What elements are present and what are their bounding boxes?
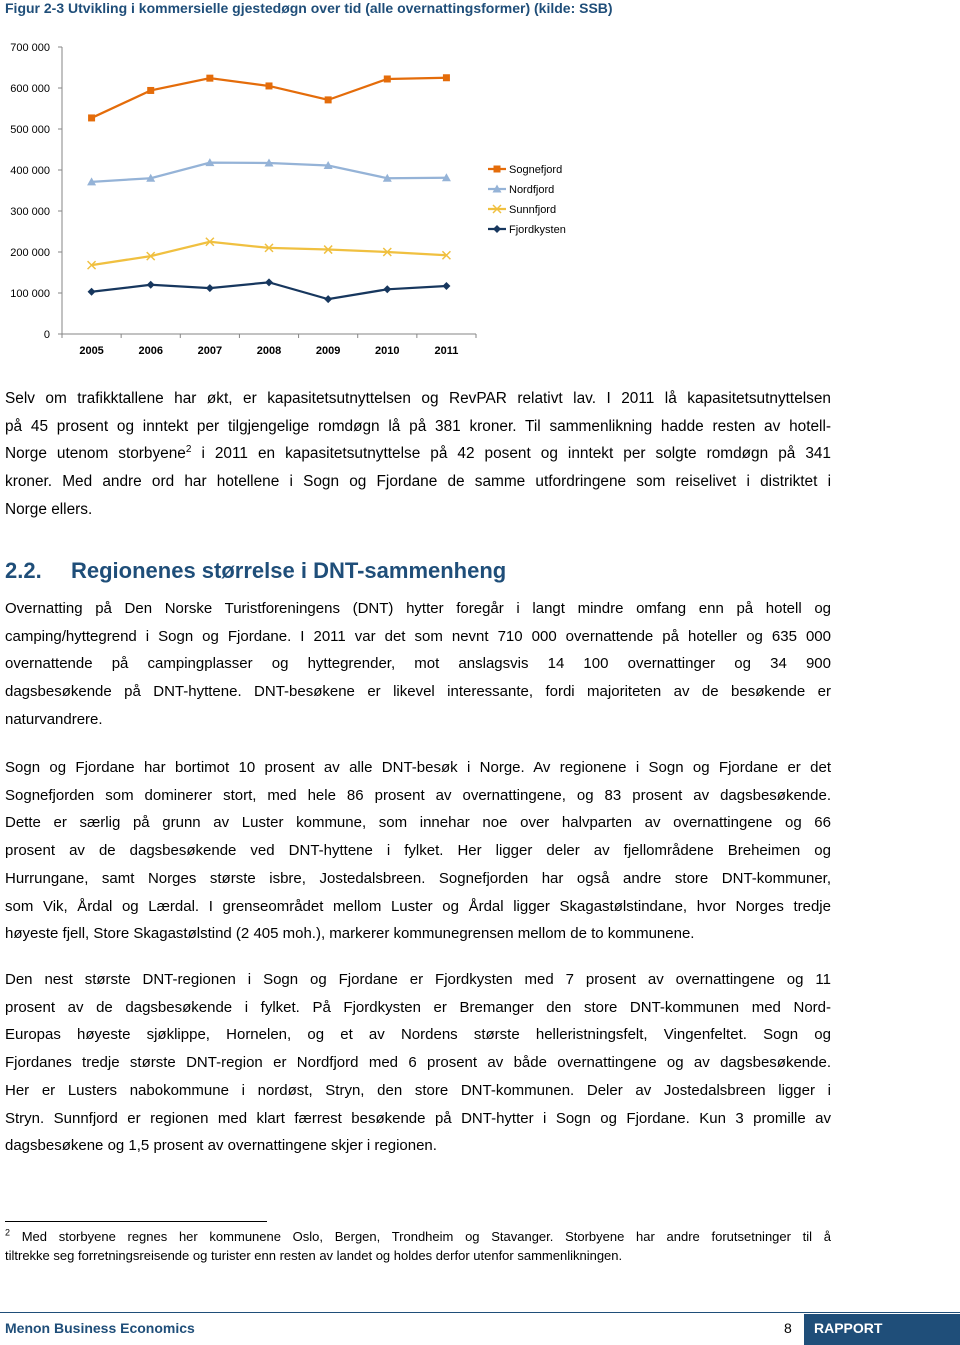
text-fragment: Norge utenom storbyene <box>5 445 186 463</box>
fjordkysten-point <box>383 285 391 293</box>
sognefjord-point <box>147 87 154 94</box>
paragraph-other-regions <box>5 966 831 1160</box>
page-number: 8 <box>784 1320 792 1336</box>
paragraph-sognefjorden <box>5 754 831 948</box>
fjordkysten-point <box>265 278 273 286</box>
x-tick-label: 2006 <box>138 345 163 357</box>
fjordkysten-point <box>206 284 214 292</box>
text-line <box>5 440 831 468</box>
sognefjord-point <box>88 114 95 121</box>
footer-divider <box>0 1312 960 1313</box>
text-line: Sognefjorden som dominerer stort, med hele 86 prosent av overnattingene, og 83 prosent av dagsbesøkende. <box>5 786 831 804</box>
footnote-divider <box>5 1221 267 1222</box>
section-heading <box>5 558 506 584</box>
legend-sognefjord-label: Sognefjord <box>509 164 563 176</box>
text-line: camping/hyttegrend i Sogn og Fjordane. I 2011 var det som nevnt 710 000 overnattende på hoteller og 635 000 <box>5 627 831 645</box>
fjordkysten-point <box>324 295 332 303</box>
x-tick-label: 2010 <box>375 345 400 357</box>
x-tick-label: 2008 <box>256 345 282 357</box>
text-line: Stryn. Sunnfjord er regionen med klart færrest besøkende på DNT-hytter i Sogn og Fjordane. Kun 3 promille av <box>5 1109 831 1127</box>
footer-publisher: Menon Business Economics <box>5 1320 195 1336</box>
y-tick-label: 300 000 <box>10 206 50 218</box>
text-line: på 45 prosent og inntekt per tilgjengelige romdøgn lå på 381 kroner. Til sammenlikning hadde resten av hotell- <box>5 417 831 435</box>
text-line: Overnatting på Den Norske Turistforeningens (DNT) hytter foregår i langt mindre omfang enn på hotell og <box>5 600 831 617</box>
text-line: Den nest største DNT-regionen i Sogn og Fjordane er Fjordkysten med 7 prosent av overnattingene og 11 <box>5 971 831 988</box>
text-fragment: i 2011 en kapasitetsutnyttelse på 42 posent og inntekt per solgte romdøgn på 341 <box>191 445 831 463</box>
text-line: prosent av de dagsbesøkende i fylket. På Fjordkysten er Bremanger den store DNT-kommunen med Nord- <box>5 998 831 1016</box>
footer-report-badge <box>804 1314 960 1345</box>
text-line: kroner. Med andre ord har hotellene i Sogn og Fjordane de samme utfordringene som reiselivet i distriktet i <box>5 473 831 491</box>
sunnfjord-series-line <box>92 242 447 265</box>
x-tick-label: 2007 <box>197 345 223 357</box>
footnote-line <box>5 1227 831 1246</box>
text-line: høyeste fjell, Store Skagastølstind (2 405 moh.), markerer kommunegrensen mellom de to kommunene. <box>5 925 695 943</box>
x-tick-label: 2009 <box>315 345 341 357</box>
footnote-marker: 2 <box>5 1227 11 1238</box>
legend-nordfjord-label: Nordfjord <box>509 184 555 196</box>
y-tick-label: 400 000 <box>10 165 50 177</box>
sognefjord-point <box>206 75 213 82</box>
paragraph-dnt-overview <box>5 595 831 734</box>
text-line: som Vik, Årdal og Lærdal. I grenseområdet mellom Luster og Årdal ligger Skagastølstindane, hvor Norges tredje <box>5 897 831 915</box>
text-line: Her er Lusters nabokommune i nordøst, Stryn, den store DNT-kommunen. Deler av Jostedalsbreen ligger i <box>5 1081 831 1099</box>
line-chart <box>0 30 600 360</box>
paragraph-hotel-capacity <box>5 385 831 524</box>
text-line: Selv om trafikktallene har økt, er kapasitetsutnyttelsen og RevPAR relativt lav. I 2011 lå kapasitetsutnyttelsen <box>5 390 831 407</box>
text-line: prosent av de dagsbesøkende ved DNT-hyttene i fylket. Her ligger deler av fjellområdene Breheimen og <box>5 842 831 860</box>
sognefjord-point <box>443 74 450 81</box>
y-tick-label: 600 000 <box>10 83 50 95</box>
sognefjord-point <box>384 75 391 82</box>
fjordkysten-point <box>147 281 155 289</box>
figure-caption: Figur 2-3 Utvikling i kommersielle gjestedøgn over tid (alle overnattingsformer) (kilde: SSB) <box>5 0 613 16</box>
text-line: Dette er særlig på grunn av Luster kommune, som innehar noe over halvparten av overnattingene og 66 <box>5 814 831 832</box>
sognefjord-point <box>266 82 273 89</box>
text-line: Hurrungane, samt Norges største isbre, Jostedalsbreen. Sognefjorden har også andre store DNT-kommuner, <box>5 869 831 887</box>
text-fragment: Med storbyene regnes her kommunene Oslo, Bergen, Trondheim og Stavanger. Storbyene har andre forutsetninger til å <box>10 1229 831 1244</box>
text-line: dagsbesøkende på DNT-hyttene. DNT-besøkene er likevel interessante, fordi majoriteten av de besøkende er <box>5 683 831 701</box>
section-title: Regionenes størrelse i DNT-sammenheng <box>71 558 507 583</box>
text-line: overnattende på campingplasser og hyttegrender, mot anslagsvis 14 100 overnattinger og 34 900 <box>5 655 831 673</box>
footnote-reference[interactable]: 2 <box>185 444 192 456</box>
text-line: Norge ellers. <box>5 500 93 518</box>
fjordkysten-point <box>442 282 450 290</box>
y-tick-label: 500 000 <box>10 124 50 136</box>
legend-fjordkysten-label: Fjordkysten <box>509 224 566 236</box>
x-tick-label: 2011 <box>434 345 459 357</box>
fjordkysten-point <box>88 288 96 296</box>
footnote-line: tiltrekke seg forretningsreisende og turister enn resten av landet og holdes derfor utenfor sammenlikningen. <box>5 1248 623 1263</box>
section-number: 2.2. <box>5 558 42 583</box>
y-tick-label: 100 000 <box>10 288 50 300</box>
legend-sunnfjord-label: Sunnfjord <box>509 204 557 216</box>
y-tick-label: 0 <box>43 329 50 341</box>
y-tick-label: 200 000 <box>10 247 50 259</box>
text-line: Sogn og Fjordane har bortimot 10 prosent av alle DNT-besøk i Norge. Av regionene i Sogn og Fjordane er det <box>5 759 831 776</box>
report-label: RAPPORT <box>814 1320 883 1336</box>
text-line: naturvandrere. <box>5 710 103 728</box>
text-line: Fjordanes tredje største DNT-region er Nordfjord med 6 prosent av både overnattingene og av dagsbesøkende. <box>5 1054 831 1072</box>
y-tick-label: 700 000 <box>10 42 50 54</box>
x-tick-label: 2005 <box>79 345 104 357</box>
text-line: dagsbesøkene og 1,5 prosent av overnattingene skjer i regionen. <box>5 1137 437 1155</box>
legend-sognefjord-point <box>494 166 501 173</box>
legend-fjordkysten-point <box>493 225 501 233</box>
sognefjord-point <box>325 96 332 103</box>
footnote <box>5 1227 831 1265</box>
text-line: Europas høyeste sjøklippe, Hornelen, og et av Nordens største helleristningsfelt, Vingenfeltet. Sogn og <box>5 1026 831 1044</box>
